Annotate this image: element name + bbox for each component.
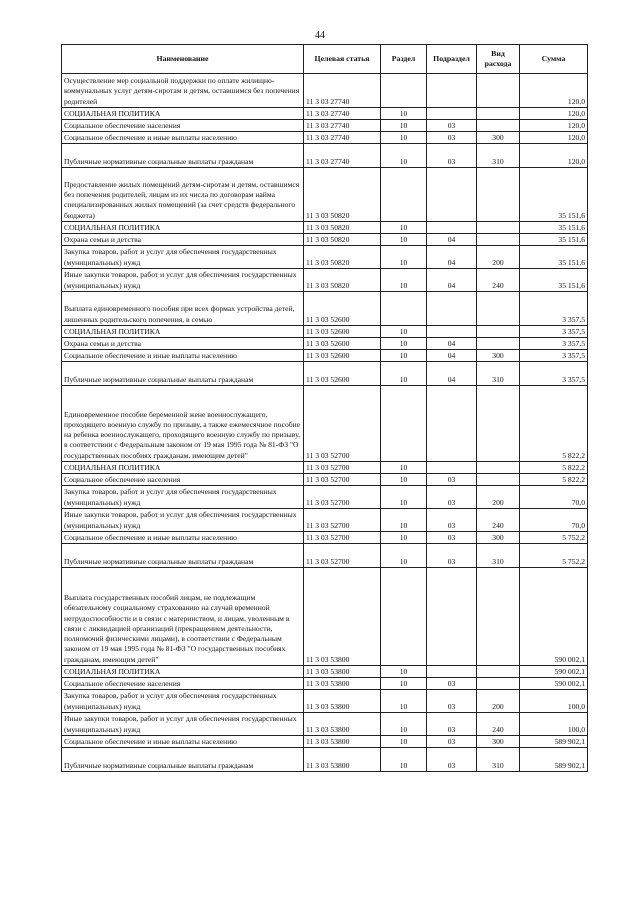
cell-name: Социальное обеспечение и иные выплаты населению — [62, 736, 304, 748]
cell-sum: 100,0 — [520, 713, 588, 736]
cell-name: Иные закупки товаров, работ и услуг для обеспечения государственных (муниципальных) нужд — [62, 509, 304, 532]
cell-sum: 120,0 — [520, 120, 588, 132]
cell-code: 11 3 03 27740 — [304, 144, 381, 168]
table-row — [62, 74, 588, 108]
cell-sum: 70,0 — [520, 509, 588, 532]
cell-subsection: 03 — [427, 736, 477, 748]
cell-name: СОЦИАЛЬНАЯ ПОЛИТИКА — [62, 462, 304, 474]
cell-expense-type — [477, 74, 520, 108]
header-code: Целевая статья — [304, 45, 381, 74]
cell-subsection: 03 — [427, 713, 477, 736]
cell-sum: 5 822,2 — [520, 474, 588, 486]
table-row — [62, 144, 588, 168]
cell-expense-type: 240 — [477, 713, 520, 736]
cell-subsection: 04 — [427, 338, 477, 350]
cell-code: 11 3 03 52700 — [304, 474, 381, 486]
table-row — [62, 222, 588, 234]
header-subsection: Подраздел — [427, 45, 477, 74]
cell-expense-type — [477, 666, 520, 678]
cell-name: Выплата государственных пособий лицам, не подлежащим обязательному социальному страхованию на случай временной нетрудоспособности и в связи с материнством, и лицам, уволенным в связи с ликвидацией организаций (прекращением деятельности, полномочий физическими лицами), в соответствии с Федеральным законом от 19 мая 1995 года № 81-ФЗ "О государственных пособиях гражданам, имеющим детей" — [62, 568, 304, 666]
cell-section: 10 — [381, 362, 427, 386]
cell-sum: 5 752,2 — [520, 532, 588, 544]
cell-sum: 120,0 — [520, 74, 588, 108]
cell-name: Выплата единовременного пособия при всех формах устройства детей, лишенных родительского попечения, в семью — [62, 292, 304, 326]
cell-expense-type — [477, 168, 520, 222]
cell-subsection: 04 — [427, 350, 477, 362]
cell-name: Иные закупки товаров, работ и услуг для обеспечения государственных (муниципальных) нужд — [62, 269, 304, 292]
cell-expense-type: 240 — [477, 509, 520, 532]
cell-sum: 5 822,2 — [520, 386, 588, 462]
cell-code: 11 3 03 53800 — [304, 748, 381, 772]
table-row — [62, 474, 588, 486]
header-section: Раздел — [381, 45, 427, 74]
cell-name: Единовременное пособие беременной жене военнослужащего, проходящего военную службу по призыву, а также ежемесячное пособие на ребенка военнослужащего, проходящего военную службу по призыву, в соответствии с Федеральным законом от 19 мая 1995 года № 81-ФЗ "О государственных пособиях гражданам, имеющим детей" — [62, 386, 304, 462]
cell-name: Охрана семьи и детства — [62, 234, 304, 246]
cell-section: 10 — [381, 678, 427, 690]
cell-section — [381, 74, 427, 108]
cell-section: 10 — [381, 713, 427, 736]
cell-sum: 120,0 — [520, 132, 588, 144]
cell-expense-type: 200 — [477, 690, 520, 713]
cell-name: Закупка товаров, работ и услуг для обеспечения государственных (муниципальных) нужд — [62, 486, 304, 509]
table-row — [62, 362, 588, 386]
table-row — [62, 168, 588, 222]
cell-sum: 35 151,6 — [520, 222, 588, 234]
cell-subsection — [427, 666, 477, 678]
cell-name: Осуществление мер социальной поддержки по оплате жилищно-коммунальных услуг детям-сиротам и детям, оставшимся без попечения родителей — [62, 74, 304, 108]
cell-section: 10 — [381, 462, 427, 474]
cell-subsection — [427, 222, 477, 234]
cell-name: Публичные нормативные социальные выплаты гражданам — [62, 544, 304, 568]
cell-expense-type: 300 — [477, 132, 520, 144]
cell-section: 10 — [381, 509, 427, 532]
table-row — [62, 713, 588, 736]
cell-name: Социальное обеспечение и иные выплаты населению — [62, 132, 304, 144]
cell-section: 10 — [381, 544, 427, 568]
cell-expense-type — [477, 678, 520, 690]
cell-subsection — [427, 568, 477, 666]
cell-section: 10 — [381, 132, 427, 144]
cell-section: 10 — [381, 269, 427, 292]
cell-sum: 120,0 — [520, 108, 588, 120]
table-row — [62, 678, 588, 690]
cell-expense-type — [477, 474, 520, 486]
cell-section — [381, 292, 427, 326]
cell-section: 10 — [381, 144, 427, 168]
cell-section: 10 — [381, 532, 427, 544]
table-row — [62, 486, 588, 509]
table-row — [62, 108, 588, 120]
table-row — [62, 736, 588, 748]
cell-code: 11 3 03 50820 — [304, 246, 381, 269]
cell-name: СОЦИАЛЬНАЯ ПОЛИТИКА — [62, 666, 304, 678]
cell-sum: 35 151,6 — [520, 246, 588, 269]
cell-section: 10 — [381, 338, 427, 350]
table-row — [62, 326, 588, 338]
cell-subsection — [427, 462, 477, 474]
cell-expense-type — [477, 462, 520, 474]
cell-subsection: 04 — [427, 246, 477, 269]
cell-name: Социальное обеспечение и иные выплаты населению — [62, 350, 304, 362]
cell-code: 11 3 03 27740 — [304, 120, 381, 132]
cell-subsection — [427, 326, 477, 338]
table-row — [62, 292, 588, 326]
cell-section: 10 — [381, 748, 427, 772]
table-row — [62, 120, 588, 132]
table-row — [62, 748, 588, 772]
cell-code: 11 3 03 50820 — [304, 222, 381, 234]
table-row — [62, 666, 588, 678]
table-row — [62, 246, 588, 269]
cell-code: 11 3 03 52600 — [304, 338, 381, 350]
cell-subsection: 03 — [427, 120, 477, 132]
table-row — [62, 509, 588, 532]
cell-name: Социальное обеспечение населения — [62, 120, 304, 132]
cell-expense-type — [477, 108, 520, 120]
cell-subsection: 03 — [427, 690, 477, 713]
cell-expense-type — [477, 120, 520, 132]
cell-expense-type: 310 — [477, 544, 520, 568]
cell-code: 11 3 03 52700 — [304, 462, 381, 474]
cell-expense-type: 300 — [477, 350, 520, 362]
cell-name: Публичные нормативные социальные выплаты гражданам — [62, 144, 304, 168]
table-header-row — [62, 45, 588, 74]
cell-subsection — [427, 74, 477, 108]
cell-sum: 5 752,2 — [520, 544, 588, 568]
cell-code: 11 3 03 27740 — [304, 108, 381, 120]
page-number: 44 — [315, 30, 325, 41]
cell-sum: 590 002,1 — [520, 666, 588, 678]
cell-code: 11 3 03 53800 — [304, 690, 381, 713]
table-row — [62, 350, 588, 362]
cell-sum: 3 357,5 — [520, 350, 588, 362]
table-row — [62, 132, 588, 144]
cell-subsection: 03 — [427, 509, 477, 532]
cell-section: 10 — [381, 108, 427, 120]
cell-code: 11 3 03 52700 — [304, 386, 381, 462]
cell-name: Предоставление жилых помещений детям-сиротам и детям, оставшимся без попечения родителей, лицам из их числа по договорам найма специализированных жилых помещений (за счет средств федерального бюджета) — [62, 168, 304, 222]
cell-name: Социальное обеспечение населения — [62, 474, 304, 486]
cell-sum: 100,0 — [520, 690, 588, 713]
table-row — [62, 234, 588, 246]
cell-name: Закупка товаров, работ и услуг для обеспечения государственных (муниципальных) нужд — [62, 690, 304, 713]
cell-code: 11 3 03 50820 — [304, 269, 381, 292]
cell-subsection: 03 — [427, 486, 477, 509]
cell-expense-type — [477, 386, 520, 462]
cell-sum: 3 357,5 — [520, 292, 588, 326]
cell-expense-type: 200 — [477, 246, 520, 269]
cell-name: Охрана семьи и детства — [62, 338, 304, 350]
cell-section — [381, 568, 427, 666]
cell-subsection: 04 — [427, 362, 477, 386]
cell-sum: 35 151,6 — [520, 269, 588, 292]
cell-subsection: 03 — [427, 748, 477, 772]
cell-section: 10 — [381, 736, 427, 748]
cell-name: СОЦИАЛЬНАЯ ПОЛИТИКА — [62, 222, 304, 234]
table-row — [62, 568, 588, 666]
cell-code: 11 3 03 52700 — [304, 486, 381, 509]
budget-table — [61, 44, 588, 772]
cell-subsection: 04 — [427, 269, 477, 292]
cell-name: Закупка товаров, работ и услуг для обеспечения государственных (муниципальных) нужд — [62, 246, 304, 269]
cell-section: 10 — [381, 326, 427, 338]
cell-sum: 70,0 — [520, 486, 588, 509]
cell-sum: 589 902,1 — [520, 736, 588, 748]
cell-code: 11 3 03 53800 — [304, 736, 381, 748]
cell-expense-type: 300 — [477, 736, 520, 748]
cell-subsection: 04 — [427, 234, 477, 246]
cell-name: СОЦИАЛЬНАЯ ПОЛИТИКА — [62, 326, 304, 338]
cell-section: 10 — [381, 222, 427, 234]
cell-code: 11 3 03 50820 — [304, 234, 381, 246]
cell-code: 11 3 03 52600 — [304, 350, 381, 362]
header-sum: Сумма — [520, 45, 588, 74]
cell-expense-type: 300 — [477, 532, 520, 544]
table-row — [62, 462, 588, 474]
cell-sum: 589 902,1 — [520, 748, 588, 772]
cell-subsection — [427, 168, 477, 222]
cell-code: 11 3 03 52700 — [304, 544, 381, 568]
cell-name: Социальное обеспечение и иные выплаты населению — [62, 532, 304, 544]
table-row — [62, 269, 588, 292]
cell-sum: 3 357,5 — [520, 362, 588, 386]
cell-expense-type — [477, 234, 520, 246]
cell-name: Иные закупки товаров, работ и услуг для обеспечения государственных (муниципальных) нужд — [62, 713, 304, 736]
cell-sum: 120,0 — [520, 144, 588, 168]
cell-sum: 590 002,1 — [520, 678, 588, 690]
cell-subsection — [427, 386, 477, 462]
cell-code: 11 3 03 52600 — [304, 326, 381, 338]
cell-section: 10 — [381, 234, 427, 246]
cell-expense-type — [477, 568, 520, 666]
cell-section — [381, 386, 427, 462]
cell-code: 11 3 03 52700 — [304, 509, 381, 532]
cell-section: 10 — [381, 474, 427, 486]
cell-expense-type: 200 — [477, 486, 520, 509]
cell-subsection: 03 — [427, 532, 477, 544]
cell-code: 11 3 03 50820 — [304, 168, 381, 222]
cell-section: 10 — [381, 690, 427, 713]
table-row — [62, 690, 588, 713]
table-row — [62, 544, 588, 568]
cell-code: 11 3 03 53800 — [304, 568, 381, 666]
header-name: Наименование — [62, 45, 304, 74]
cell-code: 11 3 03 52600 — [304, 292, 381, 326]
cell-section: 10 — [381, 120, 427, 132]
cell-subsection: 03 — [427, 474, 477, 486]
cell-section: 10 — [381, 486, 427, 509]
cell-subsection: 03 — [427, 132, 477, 144]
cell-sum: 3 357,5 — [520, 338, 588, 350]
cell-sum: 3 357,5 — [520, 326, 588, 338]
cell-section: 10 — [381, 350, 427, 362]
cell-expense-type — [477, 326, 520, 338]
cell-sum: 35 151,6 — [520, 168, 588, 222]
cell-name: Публичные нормативные социальные выплаты гражданам — [62, 362, 304, 386]
cell-name: Социальное обеспечение населения — [62, 678, 304, 690]
cell-subsection: 03 — [427, 144, 477, 168]
cell-subsection: 03 — [427, 544, 477, 568]
cell-section: 10 — [381, 246, 427, 269]
cell-sum: 590 002,1 — [520, 568, 588, 666]
table-row — [62, 386, 588, 462]
cell-code: 11 3 03 53800 — [304, 666, 381, 678]
cell-name: Публичные нормативные социальные выплаты гражданам — [62, 748, 304, 772]
cell-code: 11 3 03 27740 — [304, 74, 381, 108]
cell-subsection — [427, 108, 477, 120]
cell-expense-type — [477, 292, 520, 326]
cell-code: 11 3 03 27740 — [304, 132, 381, 144]
cell-subsection: 03 — [427, 678, 477, 690]
cell-sum: 5 822,2 — [520, 462, 588, 474]
cell-expense-type: 310 — [477, 144, 520, 168]
table-row — [62, 532, 588, 544]
cell-code: 11 3 03 52700 — [304, 532, 381, 544]
cell-section: 10 — [381, 666, 427, 678]
cell-expense-type — [477, 338, 520, 350]
cell-expense-type: 240 — [477, 269, 520, 292]
cell-code: 11 3 03 53800 — [304, 678, 381, 690]
table-row — [62, 338, 588, 350]
cell-expense-type: 310 — [477, 748, 520, 772]
cell-sum: 35 151,6 — [520, 234, 588, 246]
cell-expense-type: 310 — [477, 362, 520, 386]
cell-name: СОЦИАЛЬНАЯ ПОЛИТИКА — [62, 108, 304, 120]
cell-section — [381, 168, 427, 222]
cell-code: 11 3 03 52600 — [304, 362, 381, 386]
cell-expense-type — [477, 222, 520, 234]
header-expense-type: Вид расхода — [477, 45, 520, 74]
table-body — [62, 74, 588, 772]
cell-code: 11 3 03 53800 — [304, 713, 381, 736]
cell-subsection — [427, 292, 477, 326]
